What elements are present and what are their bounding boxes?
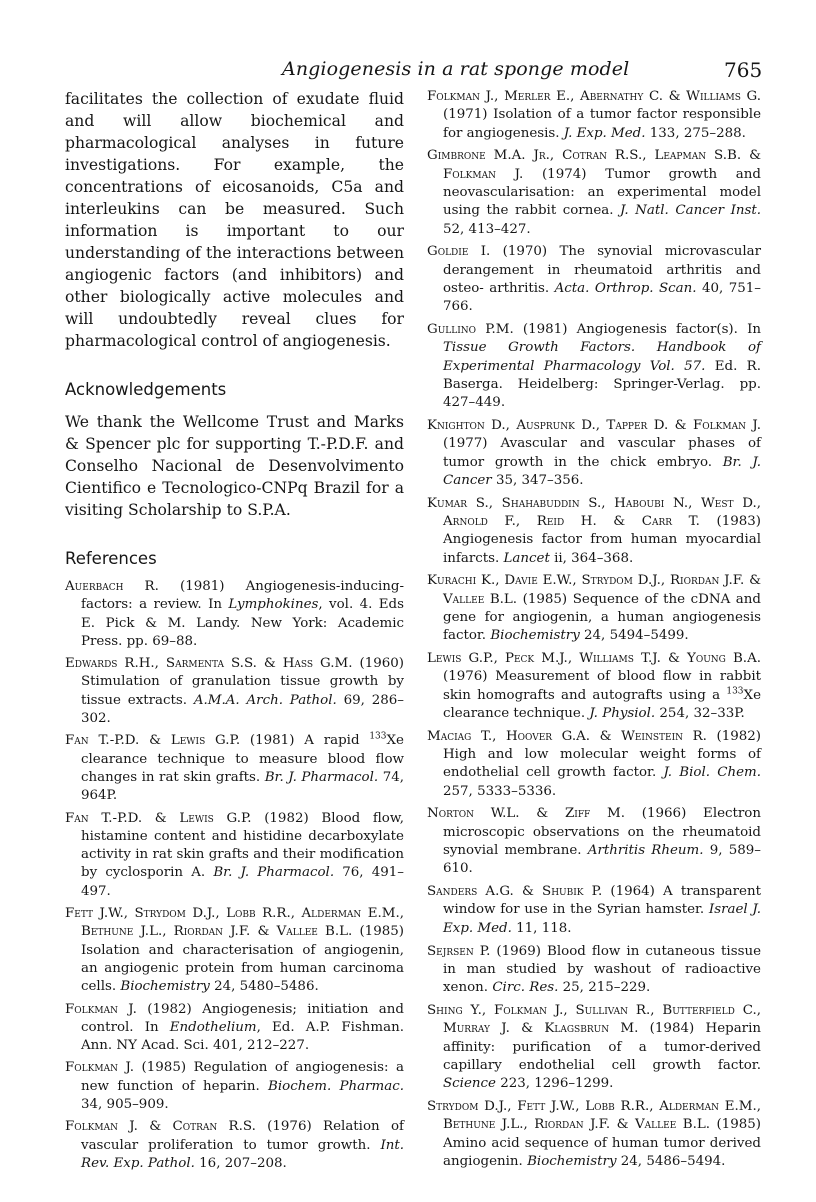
reference-pre: Avascular and vascular phases of tumor growth in the chick embryo.	[443, 436, 761, 470]
reference-pre: Sequence of the cDNA and gene for angiogenin, a human angiogenesis factor.	[443, 591, 761, 644]
reference-authors: Kurachi K., Davie E.W., Strydom D.J., Riordan J.F. & Vallee B.L. (1985)	[427, 573, 761, 607]
reference-pre: Stimulation of granulation tissue growth by tissue extracts.	[81, 674, 404, 708]
reference-post: ii, 364–368.	[549, 550, 634, 566]
reference-item	[427, 1098, 761, 1171]
reference-pre: Blood flow in cutaneous tissue in man studied by washout of radioactive xenon.	[443, 943, 761, 996]
reference-authors: Fan T.-P.D. & Lewis G.P. (1981)	[65, 733, 295, 749]
reference-post: 74, 964P.	[81, 769, 404, 804]
reference-authors: Kumar S., Shahabuddin S., Haboubi N., West D., Arnold F., Reid H. & Carr T. (1983)	[427, 495, 761, 530]
reference-pre: Relation of vascular proliferation to tumor growth.	[81, 1119, 404, 1153]
reference-sup: 133	[369, 731, 387, 742]
reference-authors: Sanders A.G. & Shubik P. (1964)	[427, 884, 655, 900]
reference-item	[65, 1059, 404, 1114]
reference-journal: Br. J. Pharmacol.	[213, 865, 335, 881]
reference-item	[427, 805, 761, 878]
reference-journal: Biochem. Pharmac.	[268, 1078, 404, 1094]
reference-pre: A transparent window for use in the Syrian hamster.	[443, 884, 761, 918]
running-title: Angiogenesis in a rat sponge model	[282, 58, 630, 80]
reference-pre: Measurement of blood flow in rabbit skin homografts and autografts using a	[443, 669, 761, 703]
reference-pre2: Xe clearance technique to measure blood flow changes in rat skin grafts.	[81, 733, 404, 785]
reference-journal: Br. J. Cancer	[443, 454, 761, 488]
reference-journal: Science	[443, 1076, 496, 1092]
reference-item	[65, 1001, 404, 1056]
reference-item	[427, 321, 761, 412]
left-column	[65, 88, 404, 1177]
reference-journal: J. Exp. Med.	[563, 125, 646, 141]
reference-item	[65, 732, 404, 805]
reference-post: Ed. R. Baserga. Heidelberg: Springer-Verlag. pp. 427–449.	[443, 358, 761, 411]
reference-post: 35, 347–356.	[491, 472, 584, 488]
reference-pre: Angiogenesis-inducing-factors: a review. In	[81, 579, 405, 613]
reference-authors: Auerbach R. (1981)	[65, 579, 225, 594]
reference-post: 9, 589–610.	[443, 843, 761, 877]
reference-authors: Folkman J. (1982)	[65, 1001, 192, 1017]
reference-authors: Folkman J. (1985)	[65, 1060, 187, 1076]
reference-journal: Circ. Res.	[492, 980, 559, 996]
reference-authors: Gimbrone M.A. Jr., Cotran R.S., Leapman S.B. & Folkman J. (1974)	[427, 148, 761, 182]
right-column	[427, 88, 761, 1176]
reference-item	[65, 1118, 404, 1173]
reference-pre: Amino acid sequence of human tumor derived angiogenin.	[443, 1135, 761, 1169]
reference-pre: Regulation of angiogenesis: a new function of heparin.	[81, 1060, 404, 1094]
reference-pre2: Xe clearance technique.	[443, 687, 761, 721]
intro-paragraph: facilitates the collection of exudate fluid and will allow biochemical and pharmacological analyses in future investigations. For example, the concentrations of eicosanoids, C5a and interleukins can be measured. Such information is important to our understanding of the interactions between angiogenic factors (and inhibitors) and other biologically active molecules and will undoubtedly reveal clues for pharmacological control of angiogenesis.	[65, 90, 404, 350]
reference-authors: Edwards R.H., Sarmenta S.S. & Hass G.M. (1960)	[65, 656, 404, 672]
reference-authors: Lewis G.P., Peck M.J., Williams T.J. & Young B.A. (1976)	[427, 651, 761, 685]
reference-item	[427, 1002, 761, 1093]
reference-item	[65, 655, 404, 728]
reference-journal: Arthritis Rheum.	[587, 843, 704, 859]
page-number: 765	[724, 58, 763, 82]
reference-post: 40, 751–766.	[443, 280, 761, 315]
reference-pre: A rapid	[294, 733, 370, 749]
reference-post: 24, 5494–5499.	[579, 628, 689, 644]
reference-item	[427, 147, 761, 238]
reference-post: 257, 5333–5336.	[443, 783, 557, 799]
reference-item	[427, 243, 761, 316]
reference-journal: Endothelium	[169, 1019, 257, 1035]
reference-post: 254, 32–33P.	[655, 706, 745, 721]
reference-post: 25, 215–229.	[558, 980, 651, 996]
references-heading: References	[65, 549, 157, 568]
reference-journal: Lancet	[503, 550, 550, 566]
acknowledgements-text: We thank the Wellcome Trust and Marks & Spencer plc for supporting T.-P.D.F. and Conselho Nacional de Desenvolvimento Cientifico e Tecnologico-CNPq Brazil for a visiting Scholarship to S.P.A.	[65, 413, 404, 519]
reference-journal: Biochemistry	[490, 628, 580, 644]
reference-post: 133, 275–288.	[645, 125, 746, 141]
reference-sup: 133	[726, 686, 744, 697]
reference-journal: J. Natl. Cancer Inst.	[620, 203, 761, 219]
reference-post: 11, 118.	[511, 920, 572, 936]
reference-item	[427, 943, 761, 998]
reference-post: , Ed. A.P. Fishman. Ann. NY Acad. Sci. 401, 212–227.	[81, 1019, 404, 1054]
reference-item	[65, 578, 404, 651]
reference-authors: Fett J.W., Strydom D.J., Lobb R.R., Alderman E.M., Bethune J.L., Riordan J.F. & Vallee B.L. (1985)	[65, 906, 404, 940]
reference-item	[427, 650, 761, 723]
reference-item	[427, 728, 761, 801]
reference-journal: Biochemistry	[527, 1153, 617, 1169]
reference-post: 34, 905–909.	[81, 1097, 169, 1113]
reference-item	[427, 495, 761, 568]
reference-journal: Int. Rev. Exp. Pathol.	[81, 1137, 404, 1171]
reference-authors: Gullino P.M. (1981)	[427, 322, 568, 338]
reference-pre: Isolation and characterisation of angiogenin, an angiogenic protein from human carcinoma cells.	[81, 942, 404, 995]
reference-journal: Lymphokines	[228, 597, 319, 613]
reference-pre: Heparin affinity: purification of a tumor-derived capillary endothelial cell growth factor.	[443, 1021, 761, 1073]
reference-authors: Knighton D., Ausprunk D., Tapper D. & Folkman J. (1977)	[427, 418, 761, 452]
references-list-right	[427, 88, 761, 1171]
reference-pre: Angiogenesis factor from human myocardial infarcts.	[443, 532, 761, 566]
references-list-left	[65, 578, 404, 1173]
reference-authors: Sejrsen P. (1969)	[427, 943, 541, 959]
reference-journal: A.M.A. Arch. Pathol.	[193, 692, 337, 708]
reference-post: 223, 1296–1299.	[495, 1076, 614, 1092]
page-header	[0, 58, 816, 88]
reference-post: 76, 491–497.	[81, 865, 404, 899]
reference-item	[427, 417, 761, 490]
reference-journal: Br. J. Pharmacol.	[264, 769, 379, 785]
reference-item	[427, 88, 761, 143]
reference-pre: Angiogenesis; initiation and control. In	[81, 1001, 404, 1035]
reference-pre: Angiogenesis factor(s). In	[567, 322, 762, 338]
reference-post: 24, 5486–5494.	[616, 1153, 726, 1169]
reference-pre: Isolation of a tumor factor responsible for angiogenesis.	[443, 107, 761, 141]
reference-post: 69, 286–302.	[81, 692, 404, 727]
reference-authors: Maciag T., Hoover G.A. & Weinstein R. (1982)	[427, 728, 761, 744]
reference-item	[65, 905, 404, 996]
reference-item	[65, 810, 404, 901]
acknowledgements-heading: Acknowledgements	[65, 380, 227, 399]
reference-authors: Fan T.-P.D. & Lewis G.P. (1982)	[65, 810, 309, 826]
reference-journal: Tissue Growth Factors. Handbook of Experimental Pharmacology Vol. 57.	[443, 340, 761, 374]
reference-authors: Goldie I. (1970)	[427, 244, 548, 260]
reference-journal: Israel J. Exp. Med.	[443, 902, 761, 936]
reference-journal: Acta. Orthrop. Scan.	[554, 280, 697, 296]
reference-journal: J. Physiol.	[589, 706, 656, 721]
reference-item	[427, 883, 761, 938]
reference-journal: Biochemistry	[120, 979, 210, 995]
reference-authors: Norton W.L. & Ziff M. (1966)	[427, 806, 687, 822]
reference-post: 16, 207–208.	[194, 1155, 287, 1171]
reference-journal: J. Biol. Chem.	[663, 765, 762, 781]
reference-pre: Electron microscopic observations on the rheumatoid synovial membrane.	[443, 806, 761, 859]
reference-post: , vol. 4. Eds E. Pick & M. Landy. New York: Academic Press. pp. 69–88.	[81, 597, 404, 649]
reference-authors: Shing Y., Folkman J., Sullivan R., Butterfield C., Murray J. & Klagsbrun M. (1984)	[427, 1002, 761, 1037]
reference-pre: The synovial microvascular derangement in rheumatoid arthritis and osteo- arthritis.	[443, 244, 762, 296]
reference-authors: Folkman J. & Cotran R.S. (1976)	[65, 1119, 312, 1135]
reference-post: 52, 413–427.	[443, 221, 531, 237]
reference-post: 24, 5480–5486.	[209, 979, 319, 995]
reference-pre: Blood flow, histamine content and histidine decarboxylate activity in rat skin grafts and their modification by cyclosporin A.	[81, 810, 404, 881]
reference-pre: Tumor growth and neovascularisation: an experimental model using the rabbit cornea.	[443, 166, 761, 219]
reference-authors: Strydom D.J., Fett J.W., Lobb R.R., Alderman E.M., Bethune J.L., Riordan J.F. & Vallee B.L. (1985)	[427, 1098, 761, 1133]
reference-item	[427, 572, 761, 645]
reference-pre: High and low molecular weight forms of endothelial cell growth factor.	[443, 747, 761, 781]
reference-authors: Folkman J., Merler E., Abernathy C. & Williams G. (1971)	[427, 89, 761, 123]
